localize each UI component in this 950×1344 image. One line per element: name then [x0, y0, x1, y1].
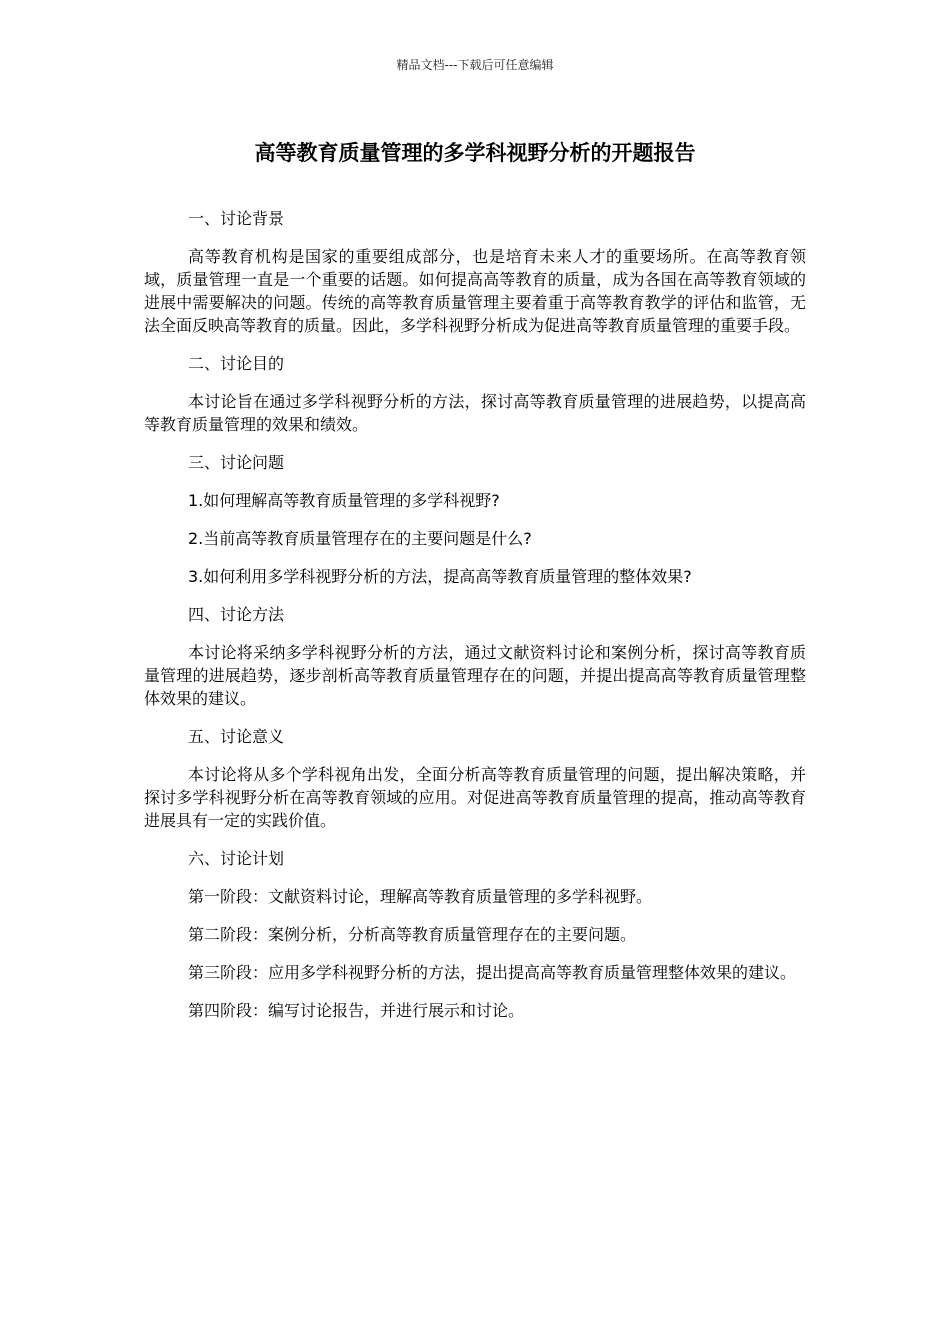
document-title: 高等教育质量管理的多学科视野分析的开题报告: [254, 141, 696, 165]
question-item-2: 2.当前高等教育质量管理存在的主要问题是什么?: [188, 529, 532, 548]
plan-stage-1: 第一阶段：文献资料讨论，理解高等教育质量管理的多学科视野。: [188, 887, 653, 906]
plan-stage-3: 第三阶段：应用多学科视野分析的方法，提出提高高等教育质量管理整体效果的建议。: [188, 963, 797, 982]
section-heading-plan: 六、讨论计划: [188, 849, 285, 868]
paragraph-method: 本讨论将采纳多学科视野分析的方法，通过文献资料讨论和案例分析，探讨高等教育质量管理的进展趋势，逐步剖析高等教育质量管理存在的问题，并提出提高高等教育质量管理整体效果的建议。: [144, 643, 806, 708]
question-item-3: 3.如何利用多学科视野分析的方法，提高高等教育质量管理的整体效果?: [188, 567, 692, 586]
section-heading-background: 一、讨论背景: [188, 209, 285, 228]
plan-stage-2: 第二阶段：案例分析，分析高等教育质量管理存在的主要问题。: [188, 925, 637, 944]
page-header-note: 精品文档---下载后可任意编辑: [396, 58, 554, 72]
section-heading-significance: 五、讨论意义: [188, 727, 285, 746]
paragraph-background: 高等教育机构是国家的重要组成部分，也是培育未来人才的重要场所。在高等教育领域，质量管理一直是一个重要的话题。如何提高高等教育的质量，成为各国在高等教育领域的进展中需要解决的问题。传统的高等教育质量管理主要着重于高等教育教学的评估和监管，无法全面反映高等教育的质量。因此，多学科视野分析成为促进高等教育质量管理的重要手段。: [144, 247, 806, 335]
paragraph-purpose: 本讨论旨在通过多学科视野分析的方法，探讨高等教育质量管理的进展趋势，以提高高等教育质量管理的效果和绩效。: [144, 392, 806, 434]
section-heading-questions: 三、讨论问题: [188, 453, 285, 472]
plan-stage-4: 第四阶段：编写讨论报告，并进行展示和讨论。: [188, 1001, 525, 1020]
section-heading-method: 四、讨论方法: [188, 605, 285, 624]
question-item-1: 1.如何理解高等教育质量管理的多学科视野?: [188, 491, 500, 510]
paragraph-significance: 本讨论将从多个学科视角出发，全面分析高等教育质量管理的问题，提出解决策略，并探讨多学科视野分析在高等教育领域的应用。对促进高等教育质量管理的提高，推动高等教育进展具有一定的实践价值。: [144, 765, 806, 830]
document-body: [144, 207, 806, 1037]
section-heading-purpose: 二、讨论目的: [188, 354, 285, 373]
